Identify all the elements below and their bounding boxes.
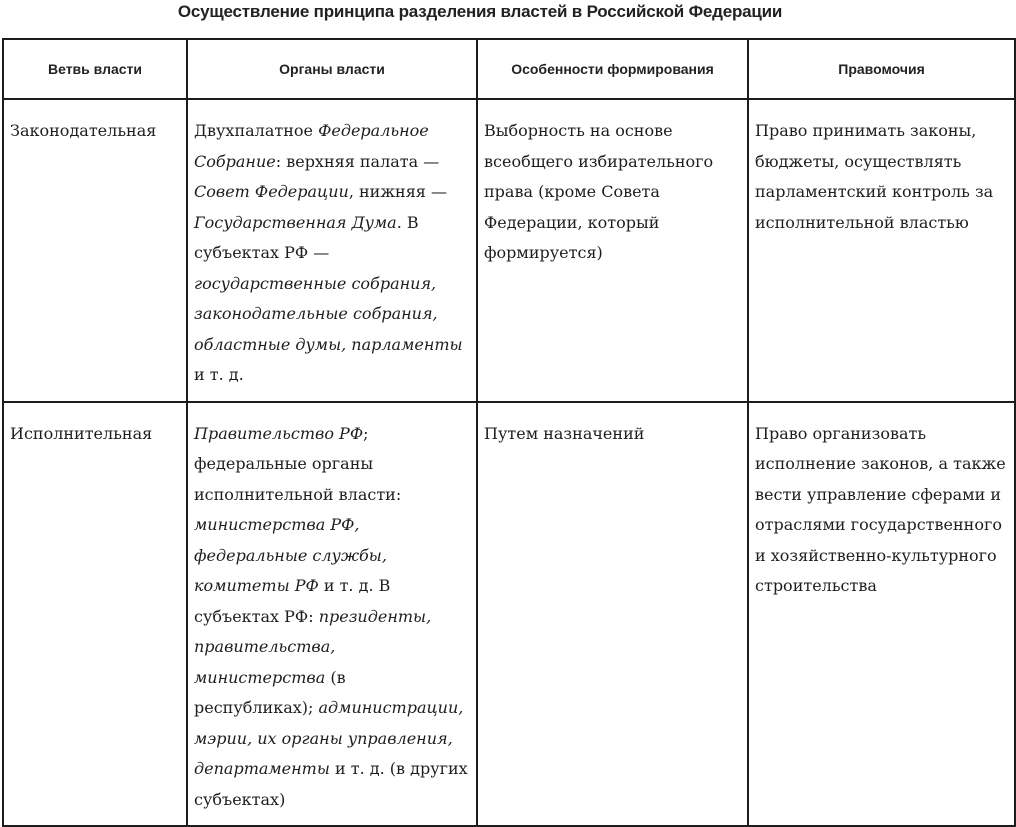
organ-name: администрации, мэрии, их органы управления, департаменты [194,698,464,778]
organ-text: (в республиках); [194,667,346,717]
organ-name: Государственная Дума [194,212,397,232]
header-organs: Органы власти [187,39,477,99]
cell-branch-executive: Исполнительная [3,402,187,827]
cell-organs-executive [187,402,477,827]
table-header-row [3,39,1015,99]
header-powers: Правомочия [748,39,1015,99]
organ-name: президенты, правительства, министерства [194,606,432,687]
organ-text: , нижняя — [348,182,447,201]
header-formation: Особенности формирования [477,39,748,99]
cell-powers-legislative: Право принимать законы, бюджеты, осуществлять парламентский контроль за исполнительной властью [748,99,1015,402]
separation-of-powers-table [2,38,1016,827]
organ-text: Двухпалатное [194,121,319,140]
organ-text: . В субъектах РФ — [194,212,419,262]
cell-formation-legislative: Выборность на основе всеобщего избирательного права (кроме Совета Федерации, который формируется) [477,99,748,402]
organ-text: : верхняя палата — [275,151,440,171]
cell-powers-executive: Право организовать исполнение законов, а также вести управление сферами и отраслями государственного и хозяйственно-культурного строительства [748,402,1015,827]
organ-text: ; федеральные органы исполнительной власти: [194,423,402,504]
cell-organs-legislative [187,99,477,402]
cell-branch-legislative: Законодательная [3,99,187,402]
organ-text: и т. д. В субъектах РФ: [194,576,391,626]
organ-name: министерства РФ, федеральные службы, комитеты РФ [194,515,387,595]
organ-name: Совет Федерации [194,182,349,201]
organ-text: и т. д. (в других субъектах) [194,759,468,809]
header-branch: Ветвь власти [3,39,187,99]
organ-name: Правительство РФ [194,423,364,443]
cell-formation-executive: Путем назначений [477,402,748,827]
table-row [3,99,1015,402]
organ-text: и т. д. [194,365,244,384]
table-row [3,402,1015,827]
organ-name: Федеральное Собрание [194,121,429,171]
organ-name: государственные собрания, законодательные собрания, областные думы, парламенты [194,273,463,354]
page-title: Осуществление принципа разделения властей в Российской Федерации [177,2,783,21]
